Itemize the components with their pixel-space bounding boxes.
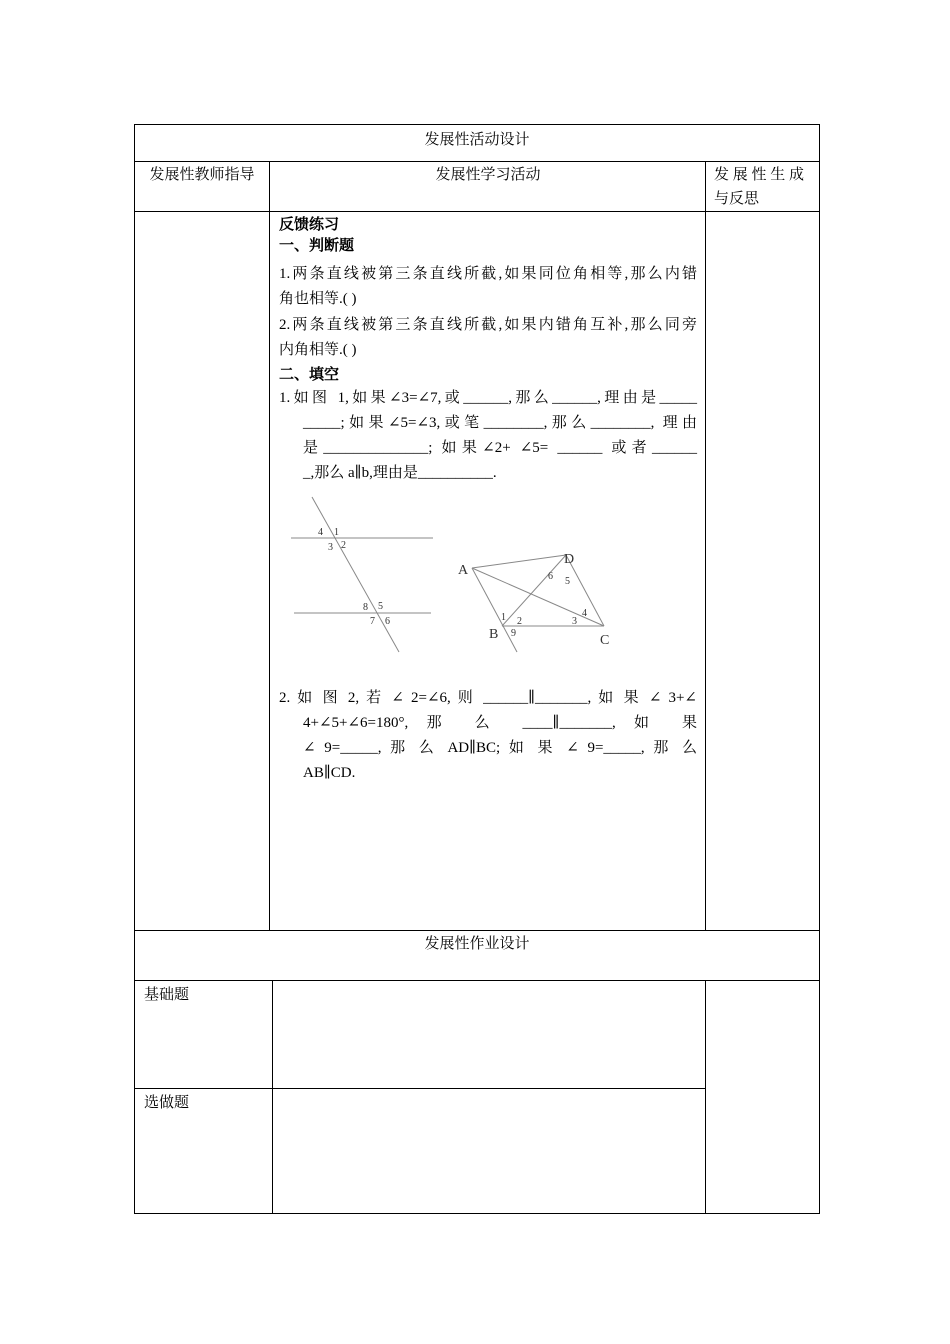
point-label: D: [564, 552, 575, 567]
angle-label: 1: [501, 612, 506, 623]
angle-label: 2: [341, 540, 346, 551]
angle-label: 3: [572, 616, 577, 627]
basic-questions-label: 基础题: [144, 987, 190, 1003]
lesson-table: [134, 124, 820, 1214]
col-header-learning: 发展性学习活动: [435, 167, 541, 183]
angle-label: 6: [548, 571, 553, 582]
table-col-divider: [705, 980, 706, 1214]
table-border-bottom: [134, 1213, 820, 1214]
col-header-teacher: 发展性教师指导: [149, 167, 255, 183]
table-border-left: [134, 124, 135, 1214]
transversal-line: [312, 497, 399, 652]
table-border-top: [134, 124, 820, 125]
table-row-divider: [134, 161, 820, 162]
table-row-divider: [134, 930, 820, 931]
angle-label: 6: [385, 616, 390, 627]
col-header-reflect: 发 展 性 生 成: [714, 167, 805, 183]
point-label: C: [600, 633, 610, 648]
angle-label: 4: [582, 608, 587, 619]
table-row-divider: [134, 1088, 705, 1089]
feedback-title: 反馈练习: [279, 217, 340, 233]
figure-2-quadrilateral: [454, 546, 624, 658]
activity-design-title: 发展性活动设计: [424, 132, 530, 148]
table-col-divider: [272, 980, 273, 1214]
angle-label: 1: [334, 527, 339, 538]
optional-questions-label: 选做题: [144, 1095, 190, 1111]
angle-label: 4: [318, 527, 323, 538]
angle-label: 8: [363, 602, 368, 613]
angle-label: 9: [511, 628, 516, 639]
table-row-divider: [134, 980, 820, 981]
judgement-question-2: 2.两条直线被第三条直线所截,如果内错角互补,那么同旁 内角相等.( ): [279, 317, 697, 358]
table-border-right: [819, 124, 820, 1214]
table-col-divider: [269, 161, 270, 931]
segment-bd: [502, 555, 566, 626]
section-fill-title: 二、填空: [279, 367, 340, 383]
point-label: B: [489, 627, 499, 642]
homework-design-title: 发展性作业设计: [424, 936, 530, 952]
fill-question-2: 2. 如 图 2, 若 ∠ 2=∠6, 则 ______∥_______, 如 果 ∠ 3+∠ 4+∠5+∠6=180°, 那 么 ____∥_______, 如 果 ∠ 9=_____, 那 么 AD∥BC; 如 果 ∠ 9=_____, 那 么 AB∥CD.: [279, 690, 697, 781]
section-judgement-title: 一、判断题: [279, 238, 355, 254]
fill-question-1: 1.如图 1,如果∠3=∠7,或______,那么______,理由是_____ _____;如果∠5=∠3,或笔________,那么________, 理由 是______________; 如果∠2+ ∠5= ______ 或者______ _,那么 a∥b,理由是__________.: [279, 390, 697, 481]
angle-label: 5: [378, 601, 383, 612]
col-header-reflect-cont: 与反思: [714, 191, 760, 207]
table-col-divider: [705, 161, 706, 931]
segment-ad: [472, 555, 566, 568]
angle-label: 3: [328, 542, 333, 553]
angle-label: 7: [370, 616, 375, 627]
angle-label: 5: [565, 576, 570, 587]
judgement-question-1: 1.两条直线被第三条直线所截,如果同位角相等,那么内错 角也相等.( ): [279, 266, 697, 307]
figure-1-parallel-lines: [284, 492, 444, 662]
angle-label: 2: [517, 616, 522, 627]
point-label: A: [458, 563, 469, 578]
